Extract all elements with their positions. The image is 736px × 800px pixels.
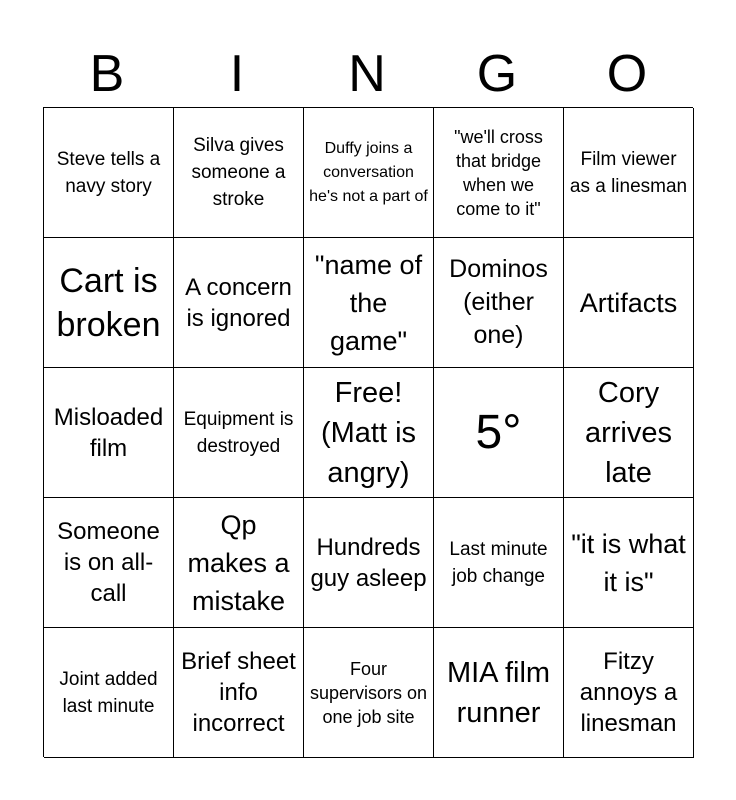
bingo-cell-r2c2[interactable] xyxy=(174,238,304,368)
bingo-cell-r1c2[interactable] xyxy=(174,108,304,238)
cell-text: Misloaded film xyxy=(53,403,164,462)
bingo-cell-r1c5[interactable] xyxy=(564,108,694,238)
bingo-cell-r4c4[interactable] xyxy=(434,498,564,628)
cell-text: "we'll cross that bridge when we come to it" xyxy=(454,126,543,219)
bingo-cell-r3c1[interactable] xyxy=(44,368,174,498)
cell-text: Steve tells a navy story xyxy=(56,148,161,197)
cell-text: A concern is ignored xyxy=(185,273,292,332)
cell-text: MIA film runner xyxy=(446,656,551,729)
bingo-cell-r4c5[interactable] xyxy=(564,498,694,628)
cell-text: Cart is broken xyxy=(56,261,161,344)
bingo-grid xyxy=(43,107,693,757)
cell-text: 5° xyxy=(475,405,522,459)
bingo-cell-r5c4[interactable] xyxy=(434,628,564,758)
bingo-header xyxy=(43,40,693,108)
cell-text: Dominos (either one) xyxy=(449,255,548,349)
cell-text: Four supervisors on one job site xyxy=(309,658,428,727)
bingo-cell-r2c5[interactable] xyxy=(564,238,694,368)
bingo-cell-r5c5[interactable] xyxy=(564,628,694,758)
bingo-cell-r5c3[interactable] xyxy=(304,628,434,758)
cell-text: Fitzy annoys a linesman xyxy=(579,648,678,737)
cell-text: Last minute job change xyxy=(449,538,548,587)
cell-text: Artifacts xyxy=(579,287,678,318)
bingo-cell-r1c4[interactable] xyxy=(434,108,564,238)
header-letter-g: G xyxy=(476,45,520,103)
header-letter-i: I xyxy=(229,45,247,103)
cell-text: Someone is on all-call xyxy=(57,518,160,607)
cell-text: "name of the game" xyxy=(314,249,423,356)
bingo-cell-r2c3[interactable] xyxy=(304,238,434,368)
cell-text: Brief sheet info incorrect xyxy=(181,648,296,737)
bingo-cell-r2c4[interactable] xyxy=(434,238,564,368)
bingo-cell-r5c1[interactable] xyxy=(44,628,174,758)
bingo-cell-r1c3[interactable] xyxy=(304,108,434,238)
bingo-cell-r3c4[interactable] xyxy=(434,368,564,498)
cell-text: Duffy joins a conversation he's not a part of xyxy=(309,139,428,205)
cell-text: "it is what it is" xyxy=(571,528,686,597)
header-letter-o: O xyxy=(606,45,650,103)
cell-text: Hundreds guy asleep xyxy=(310,533,427,592)
header-letter-b: B xyxy=(89,45,127,103)
cell-text: Joint added last minute xyxy=(59,668,158,717)
cell-text: Equipment is destroyed xyxy=(183,408,294,457)
bingo-cell-r3c2[interactable] xyxy=(174,368,304,498)
bingo-cell-r1c1[interactable] xyxy=(44,108,174,238)
cell-text: Film viewer as a linesman xyxy=(569,148,688,197)
cell-text: Cory arrives late xyxy=(584,376,672,489)
cell-text: Qp makes a mistake xyxy=(187,509,290,616)
bingo-cell-r4c3[interactable] xyxy=(304,498,434,628)
bingo-cell-r3c5[interactable] xyxy=(564,368,694,498)
bingo-cell-r4c1[interactable] xyxy=(44,498,174,628)
bingo-cell-r5c2[interactable] xyxy=(174,628,304,758)
bingo-cell-r3c3[interactable] xyxy=(304,368,434,498)
bingo-cell-r4c2[interactable] xyxy=(174,498,304,628)
cell-text: Silva gives someone a stroke xyxy=(191,135,286,210)
bingo-cell-r2c1[interactable] xyxy=(44,238,174,368)
cell-text: Free! (Matt is angry) xyxy=(320,376,417,489)
header-letter-n: N xyxy=(348,45,388,103)
